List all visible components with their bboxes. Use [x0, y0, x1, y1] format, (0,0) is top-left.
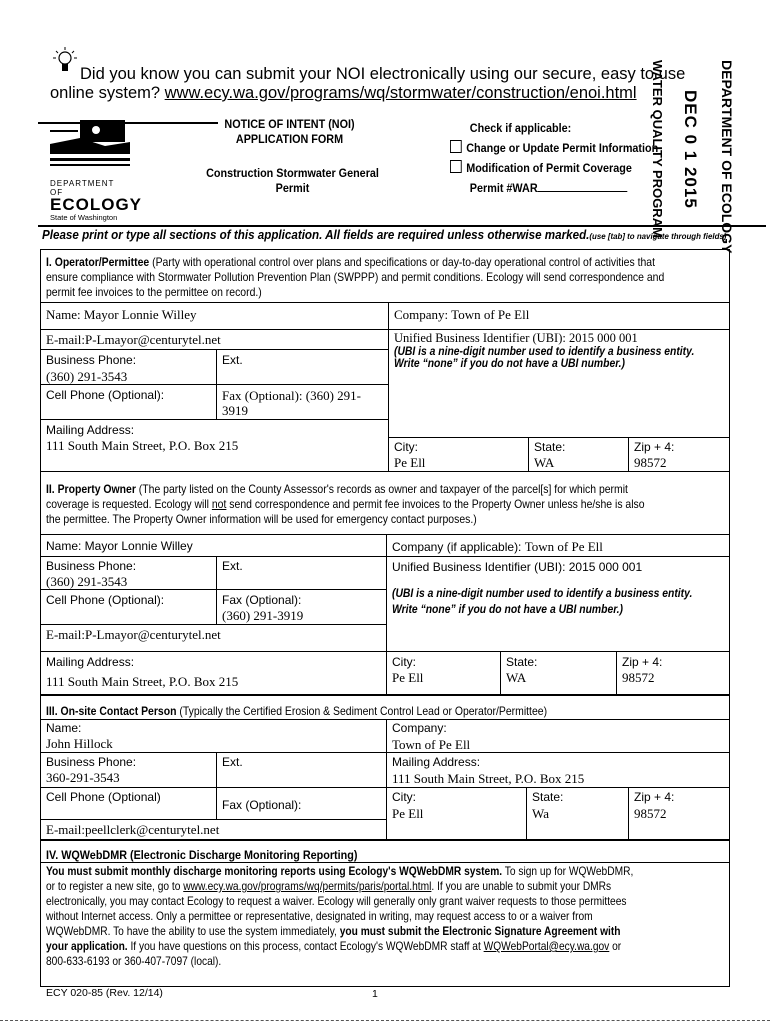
section2-desc-not: not [211, 498, 227, 511]
s3-end-rule [40, 839, 730, 841]
section1-desc-l1: (Party with operational control over plans and specifications or day-to-day operational control of activities that [149, 256, 655, 269]
s2-col-split [386, 534, 387, 694]
s1-col-split [388, 302, 389, 471]
s2-state-split [500, 651, 501, 694]
bottom-edge [0, 1020, 770, 1021]
s1-city-field[interactable]: Pe Ell [394, 455, 426, 470]
s1-rule-d [40, 384, 388, 385]
s3-mail-field[interactable]: 111 South Main Street, P.O. Box 215 [392, 771, 585, 786]
form-code: ECY 020-85 (Rev. 12/14) [46, 987, 163, 999]
form-title-l1: NOTICE OF INTENT (NOI) [224, 117, 355, 131]
s2-ubi-field[interactable]: Unified Business Identifier (UBI): 2015 000 001 [392, 560, 643, 574]
section4-body [46, 864, 715, 969]
section3-desc [46, 704, 547, 719]
s3-company-label: Company: [392, 721, 447, 735]
s3-phone-field[interactable]: 360-291-3543 [46, 770, 120, 785]
s3-ext-label: Ext. [222, 755, 243, 769]
section4-title: IV. WQWebDMR (Electronic Discharge Monitoring Reporting) [46, 848, 358, 862]
s1-fax-l1: Fax (Optional): (360) 291- [222, 388, 362, 403]
s3-state-field[interactable]: Wa [532, 806, 549, 821]
s2-company-label: Company (if applicable): [392, 540, 525, 554]
s1-email-field[interactable]: E-mail:P-Lmayor@centurytel.net [46, 332, 221, 347]
s2-name-field[interactable]: Name: Mayor Lonnie Willey [46, 539, 193, 553]
s1-state-label: State: [534, 440, 566, 454]
form-subtitle-l2: Permit [275, 181, 310, 195]
s1-zip-split [628, 437, 629, 471]
s2-city-field[interactable]: Pe Ell [392, 670, 424, 685]
s2-mail-field[interactable]: 111 South Main Street, P.O. Box 215 [46, 674, 239, 689]
logo-name: ECOLOGY [50, 195, 143, 214]
applicable-heading: Check if applicable: [469, 121, 572, 135]
s3-email-field[interactable]: E-mail:peellclerk@centurytel.net [46, 822, 220, 837]
section3-desc-text: (Typically the Certified Erosion & Sediment Control Lead or Operator/Permittee) [176, 705, 548, 718]
s1-rule-f [388, 437, 730, 438]
change-update-label: Change or Update Permit Information [466, 141, 659, 155]
s4-bold3: your application. [46, 940, 128, 953]
instruction-main: Please print or type all sections of this application. All fields are required unless otherwise marked. [42, 228, 590, 242]
s1-company-field[interactable]: Company: Town of Pe Ell [394, 307, 530, 322]
s2-ubi-notes [392, 586, 726, 618]
banner-line2 [50, 84, 685, 103]
s2-ubi-note1: (UBI is a nine-digit number used to identify a business entity. [392, 588, 693, 600]
s1-fax-l2: 3919 [222, 403, 248, 418]
s2-email-field[interactable]: E-mail:P-Lmayor@centurytel.net [46, 627, 221, 642]
s4-bold1: You must submit monthly discharge monitoring reports using Ecology's WQWebDMR system. [46, 865, 503, 878]
s4-t6b: or [609, 940, 622, 953]
form-subtitle-l1: Construction Stormwater General [206, 166, 379, 180]
modification-label: Modification of Permit Coverage [466, 161, 632, 175]
s4-t4: without Internet access. Only a permittee or representative, designated in writing, may request access to or a waiver from [46, 910, 593, 923]
s1-ubi-note1: (UBI is a nine-digit number used to identify a business entity. [394, 346, 695, 358]
logo-state: State of Washington [50, 213, 118, 222]
s2-company [392, 539, 603, 555]
section3-title: III. On-site Contact Person [46, 705, 177, 718]
s3-name-field[interactable]: John Hillock [46, 736, 113, 751]
wqwebportal-email-link[interactable]: WQWebPortal@ecy.wa.gov [483, 940, 610, 953]
s2-rule-a [40, 534, 730, 535]
s4-t2a: or to register a new site, go to [46, 880, 184, 893]
s3-fax-label: Fax (Optional): [222, 798, 302, 812]
s3-company-field[interactable]: Town of Pe Ell [392, 737, 471, 752]
s2-company-field[interactable]: Town of Pe Ell [524, 539, 603, 554]
s2-rule-d [40, 624, 386, 625]
s3-rule-d [40, 819, 386, 820]
instruction [42, 228, 727, 242]
enoi-banner [50, 65, 685, 103]
s1-rule-a [40, 302, 730, 303]
s2-zip-field[interactable]: 98572 [622, 670, 655, 685]
s1-end-rule [40, 471, 730, 472]
section1-desc-l2: ensure compliance with Stormwater Pollution Prevention Plan (SWPPP) and permit conditions. Ecology will send correspondence and [46, 271, 665, 284]
section2-desc [46, 482, 645, 527]
s2-zip-label: Zip + 4: [622, 655, 663, 669]
modification-checkbox[interactable] [450, 160, 462, 173]
enoi-link[interactable]: www.ecy.wa.gov/programs/wq/stormwater/construction/enoi.html [164, 84, 637, 102]
s2-rule-e [40, 651, 730, 652]
s2-ext-label: Ext. [222, 559, 243, 573]
s2-ubi-note2: Write “none” if you do not have a UBI number.) [392, 604, 623, 616]
section1-desc-l3: permit fee invoices to the permittee on record.) [46, 286, 262, 299]
ecology-logo-icon [50, 116, 130, 172]
s3-phone-label: Business Phone: [46, 755, 137, 769]
section2-desc-l2b: send correspondence and permit fee invoices to the Property Owner unless he/she is also [226, 498, 645, 511]
logo-dept: DEPARTMENT OF [50, 179, 115, 197]
s1-ext-label: Ext. [222, 353, 243, 367]
ecology-logo [50, 116, 143, 222]
s1-zip-label: Zip + 4: [634, 440, 675, 454]
stamp-program: WATER QUALITY PROGRAM [650, 60, 665, 238]
page-number: 1 [372, 988, 378, 1000]
s3-name-label: Name: [46, 721, 82, 735]
s4-t6: If you have questions on this process, contact Ecology's WQWebDMR staff at [127, 940, 484, 953]
s4-rule [40, 862, 730, 863]
form-title [222, 117, 357, 147]
s2-fax-field[interactable]: (360) 291-3919 [222, 608, 304, 623]
s3-city-field[interactable]: Pe Ell [392, 806, 424, 821]
banner-line1: Did you know you can submit your NOI electronically using our secure, easy to use [80, 65, 686, 83]
s4-t3: electronically, you may contact Ecology to request a waiver. Ecology will generally only grant waiver requests to those permittees [46, 895, 627, 908]
section2-desc-l1: (The party listed on the County Assessor's records as owner and taxpayer of the parcel[s] for which permit [135, 483, 628, 496]
s2-fax-label: Fax (Optional): [222, 593, 302, 607]
s3-city-label: City: [392, 790, 416, 804]
s3-state-split [526, 787, 527, 839]
s2-cell-label: Cell Phone (Optional): [46, 593, 165, 607]
s1-state-split [528, 437, 529, 471]
s3-zip-label: Zip + 4: [634, 790, 675, 804]
s3-zip-field[interactable]: 98572 [634, 806, 667, 821]
s1-fax-field[interactable] [222, 388, 361, 418]
s2-phone-field[interactable]: (360) 291-3543 [46, 574, 128, 589]
section2-desc-l3: the permittee. The Property Owner information will be used for emergency contact purposes.) [46, 513, 477, 526]
s2-ext-split [216, 556, 217, 624]
s1-rule-e [40, 419, 388, 420]
header-rule-left [38, 122, 218, 124]
s1-name-field[interactable]: Name: Mayor Lonnie Willey [46, 307, 197, 322]
s2-state-label: State: [506, 655, 538, 669]
s2-rule-b [40, 556, 730, 557]
s3-cell-label: Cell Phone (Optional) [46, 790, 161, 804]
s3-state-label: State: [532, 790, 564, 804]
s1-state-field[interactable]: WA [534, 455, 555, 470]
s1-ubi-field[interactable]: Unified Business Identifier (UBI): 2015 000 001 [394, 331, 638, 345]
s2-city-label: City: [392, 655, 416, 669]
header-rule-bottom [38, 225, 766, 227]
section1-title: I. Operator/Permittee [46, 256, 150, 269]
s1-ubi-block [394, 331, 730, 370]
s1-rule-c [40, 349, 388, 350]
s3-rule-b [40, 752, 730, 753]
s1-mail-field[interactable]: 111 South Main Street, P.O. Box 215 [46, 438, 239, 453]
form-title-l2: APPLICATION FORM [235, 132, 344, 146]
stamp-date: DEC 0 1 2015 [681, 90, 700, 209]
permit-number-label: Permit #WAR [469, 181, 538, 195]
section2-title: II. Property Owner [46, 483, 136, 496]
s1-city-label: City: [394, 440, 418, 454]
s3-col-split [386, 719, 387, 839]
s3-ext-split [216, 752, 217, 819]
s1-ubi-note2: Write “none” if you do not have a UBI number.) [394, 358, 625, 370]
s4-t5a: WQWebDMR. To have the ability to use the system immediately, [46, 925, 340, 938]
s2-state-field[interactable]: WA [506, 670, 527, 685]
s4-bold2: you must submit the Electronic Signature Agreement with [339, 925, 621, 938]
s2-rule-c [40, 589, 386, 590]
form-subtitle [198, 166, 387, 196]
s3-rule-c [40, 787, 730, 788]
s2-zip-split [616, 651, 617, 694]
banner-prefix: online system? [50, 84, 165, 102]
s3-zip-split [628, 787, 629, 839]
s1-rule-b [40, 329, 730, 330]
s4-t7: 800-633-6193 or 360-407-7097 (local). [46, 955, 222, 968]
change-update-checkbox[interactable] [450, 140, 462, 153]
s2-mail-label: Mailing Address: [46, 655, 135, 669]
s2-end-rule [40, 694, 730, 696]
wqwebdmr-portal-link[interactable]: www.ecy.wa.gov/programs/wq/permits/paris/portal.html [183, 880, 432, 893]
s2-phone-label: Business Phone: [46, 559, 137, 573]
section1-desc [46, 255, 667, 300]
s3-mail-label: Mailing Address: [392, 755, 481, 769]
stamp-dept: DEPARTMENT OF ECOLOGY [719, 60, 735, 254]
s2-ubi [392, 560, 642, 574]
s1-phone-field[interactable]: (360) 291-3543 [46, 369, 128, 384]
section2-desc-l2a: coverage is requested. Ecology will [46, 498, 212, 511]
s4-t2b: . If you are unable to submit your DMRs [431, 880, 612, 893]
s1-phone-label: Business Phone: [46, 353, 137, 367]
s1-mail-label: Mailing Address: [46, 423, 135, 437]
s1-cell-label: Cell Phone (Optional): [46, 388, 165, 402]
instruction-small: (use [tab] to navigate through fields) [589, 231, 727, 241]
s3-rule-a [40, 719, 730, 720]
s4-t1: To sign up for WQWebDMR, [502, 865, 634, 878]
s1-zip-field[interactable]: 98572 [634, 455, 667, 470]
